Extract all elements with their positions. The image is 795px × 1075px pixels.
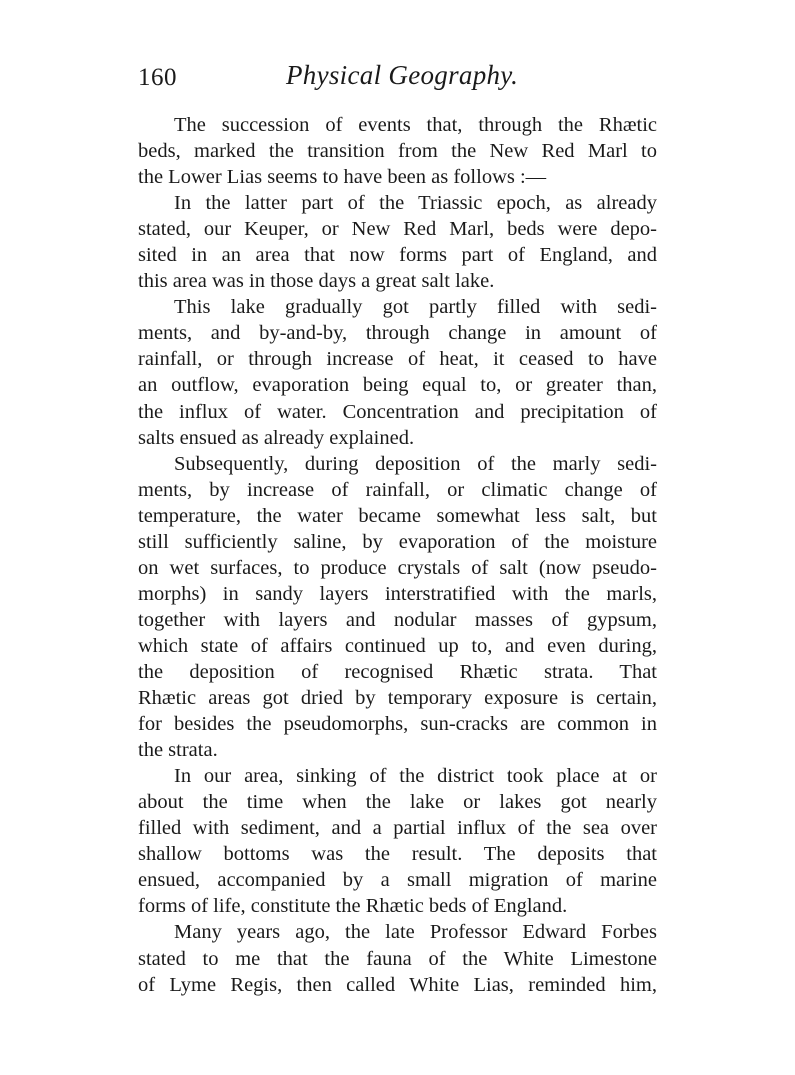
text-line: the influx of water. Concentration and precipitation of: [138, 400, 657, 423]
text-line: which state of affairs continued up to, and even during,: [138, 634, 657, 657]
text-line: Subsequently, during deposition of the marly sedi-: [174, 452, 657, 475]
text-line: beds, marked the transition from the New Red Marl to: [138, 140, 657, 163]
text-line: the strata.: [138, 739, 218, 762]
text-line: ments, and by-and-by, through change in amount of: [138, 322, 657, 345]
text-line: Many years ago, the late Professor Edward Forbes: [174, 921, 657, 944]
text-line: temperature, the water became somewhat less salt, but: [138, 504, 657, 527]
body-text: [138, 112, 657, 998]
text-line: shallow bottoms was the result. The deposits that: [138, 843, 657, 866]
text-line: sited in an area that now forms part of England, and: [138, 244, 657, 267]
text-line: still sufficiently saline, by evaporation of the moisture: [138, 530, 657, 553]
text-line: about the time when the lake or lakes got nearly: [138, 791, 657, 814]
text-line: The succession of events that, through the Rhætic: [174, 114, 657, 136]
text-line: for besides the pseudomorphs, sun-cracks are common in: [138, 713, 657, 736]
text-line: Rhætic areas got dried by temporary exposure is certain,: [138, 687, 657, 710]
text-line: stated to me that the fauna of the White Limestone: [138, 947, 657, 970]
text-line: the deposition of recognised Rhætic strata. That: [138, 660, 657, 683]
text-line: an outflow, evaporation being equal to, or greater than,: [138, 374, 657, 397]
text-line: this area was in those days a great salt lake.: [138, 270, 495, 293]
page-header: [138, 58, 658, 98]
text-line: rainfall, or through increase of heat, it ceased to have: [138, 348, 657, 371]
text-line: the Lower Lias seems to have been as follows :—: [138, 166, 547, 189]
text-line: filled with sediment, and a partial influx of the sea over: [138, 817, 657, 840]
text-line: of Lyme Regis, then called White Lias, reminded him,: [138, 973, 657, 996]
running-title: Physical Geography.: [286, 60, 519, 90]
text-line: In the latter part of the Triassic epoch, as already: [174, 192, 657, 215]
text-line: This lake gradually got partly filled with sedi-: [174, 296, 657, 319]
text-line: In our area, sinking of the district took place at or: [174, 765, 657, 788]
page-number: 160: [138, 64, 177, 91]
text-line: stated, our Keuper, or New Red Marl, beds were depo-: [138, 218, 657, 241]
text-line: morphs) in sandy layers interstratified with the marls,: [138, 582, 657, 605]
text-line: ensued, accompanied by a small migration of marine: [138, 869, 657, 892]
text-line: forms of life, constitute the Rhætic beds of England.: [138, 895, 568, 918]
text-line: ments, by increase of rainfall, or climatic change of: [138, 478, 657, 501]
text-line: together with layers and nodular masses of gypsum,: [138, 608, 657, 631]
text-line: on wet surfaces, to produce crystals of salt (now pseudo-: [138, 556, 657, 579]
text-line: salts ensued as already explained.: [138, 426, 415, 449]
